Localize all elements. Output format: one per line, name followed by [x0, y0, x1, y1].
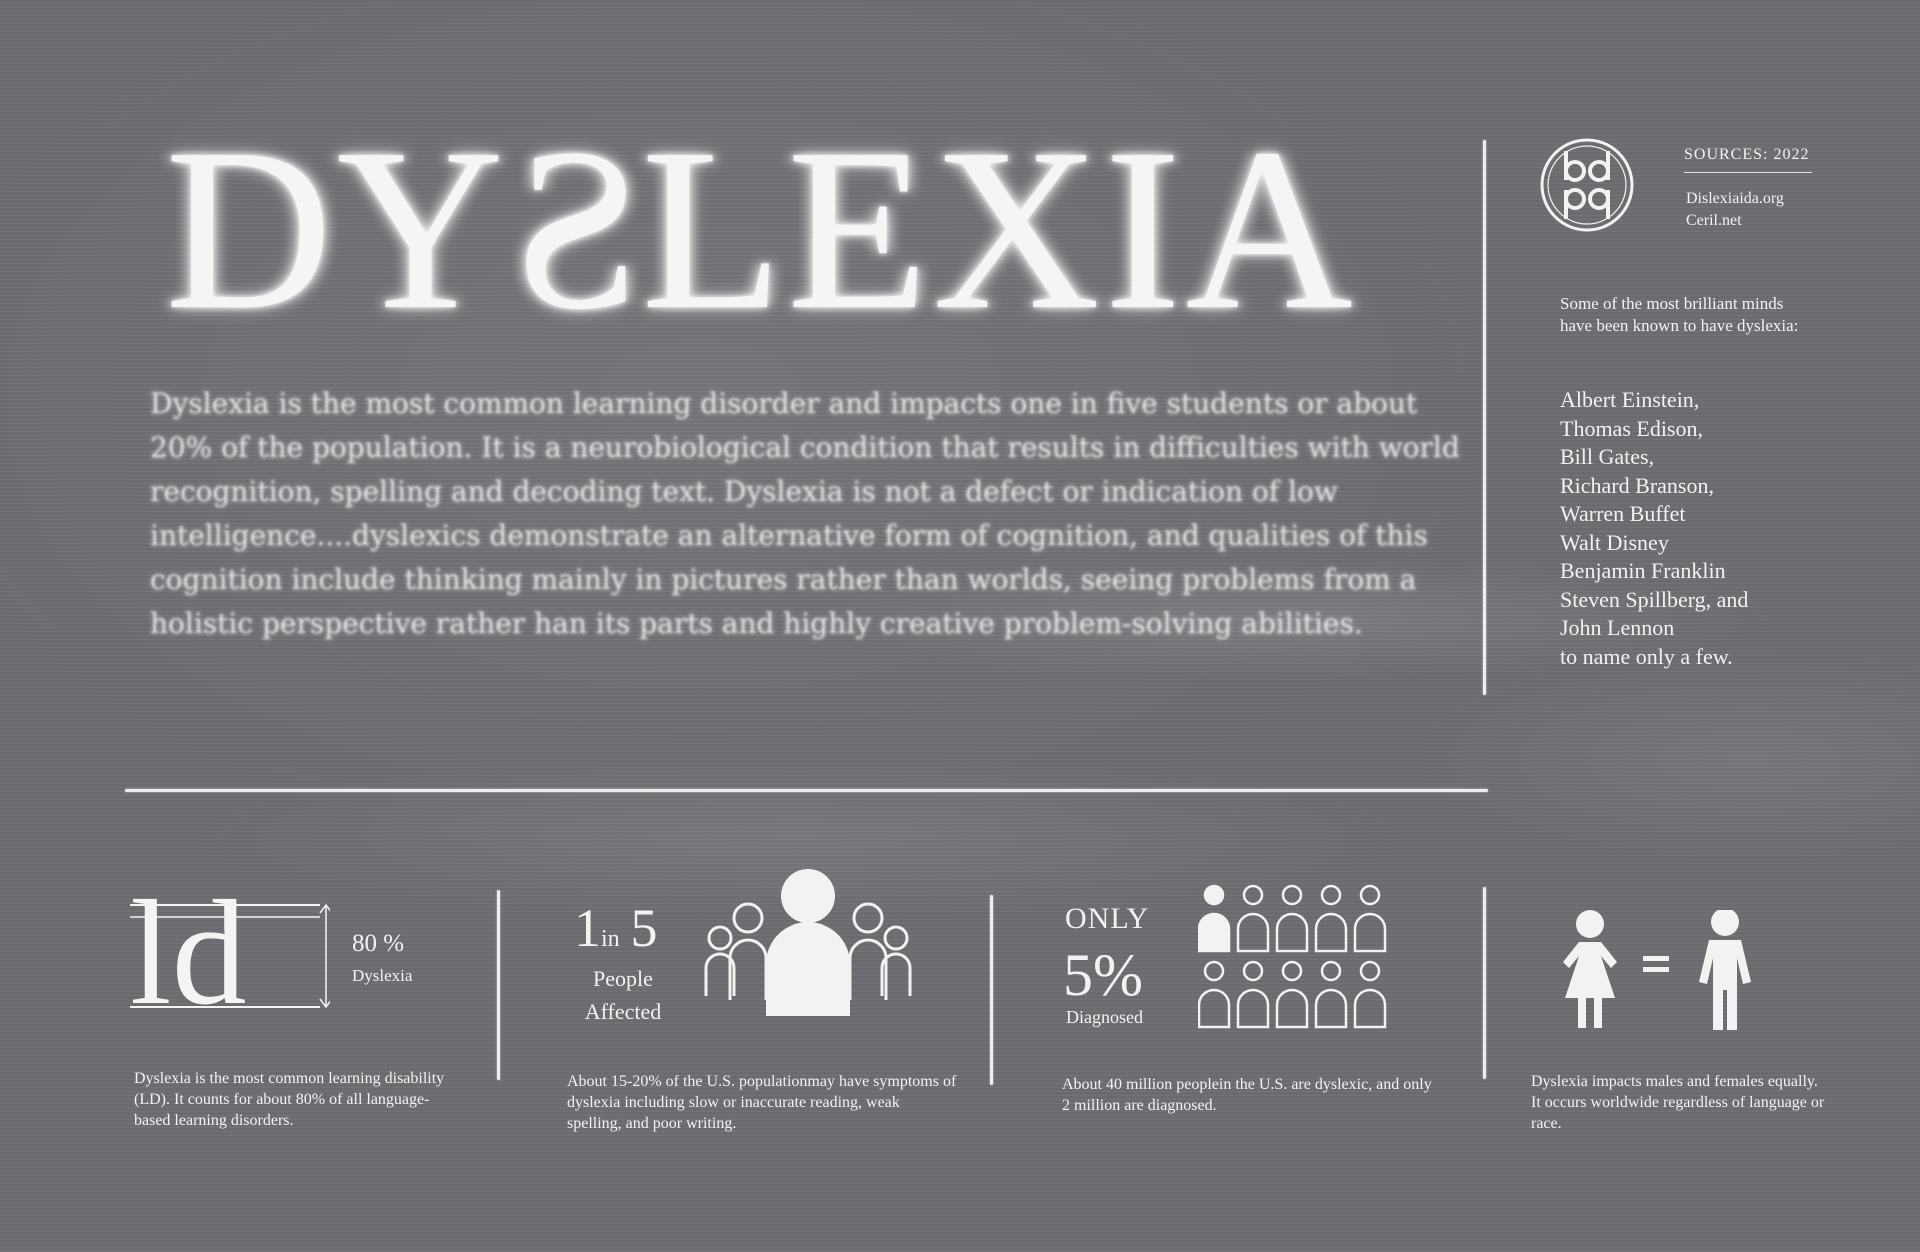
equals-symbol: =	[1656, 950, 1657, 951]
person-figure	[1355, 886, 1385, 951]
vertical-divider-right-column	[1483, 140, 1486, 695]
list-item: Benjamin Franklin	[1560, 558, 1726, 583]
list-item: Warren Buffet	[1560, 501, 1686, 526]
ratio-mid: in	[601, 926, 620, 952]
crowd-icon	[704, 868, 912, 1018]
source-link: Ceril.net	[1686, 212, 1742, 229]
sources-label: SOURCES: 2022	[1684, 146, 1810, 163]
person-grid-icon	[1198, 883, 1393, 1029]
ld-percent-value: 80 %	[352, 930, 405, 957]
person-figure	[1238, 962, 1268, 1027]
bdqp-logo-icon	[1539, 137, 1635, 233]
vertical-divider-3	[1483, 887, 1486, 1079]
diagnosis-description: About 40 million peoplein the U.S. are dyslexic, and only 2 million are diagnosed.	[1062, 1076, 1432, 1114]
diagnosed-label: Diagnosed	[1066, 1007, 1143, 1027]
famous-names-list	[1560, 386, 1840, 671]
person-figure-highlighted	[1199, 886, 1229, 951]
list-item: John Lennon	[1560, 615, 1675, 640]
ratio-b: 5	[630, 898, 658, 958]
title-part-2: LEXIA	[641, 101, 1357, 358]
list-item: Steven Spillberg, and	[1560, 586, 1749, 612]
ld-percent-label: Dyslexia	[352, 966, 413, 985]
people-affected-label	[570, 962, 676, 1028]
list-item: Walt Disney	[1560, 529, 1669, 555]
ratio-value	[574, 898, 657, 969]
page-title	[165, 101, 1395, 358]
female-equals-male-icon	[1555, 910, 1765, 1035]
ratio-a: 1	[574, 898, 601, 958]
list-item: to name only a few.	[1560, 643, 1733, 669]
person-figure	[1316, 886, 1346, 951]
person-figure	[1316, 962, 1346, 1027]
ld-glyph-text: ld	[130, 870, 247, 1015]
person-figure	[1277, 962, 1307, 1027]
diagnosed-percent: 5%	[1063, 942, 1143, 1008]
vertical-divider-2	[990, 895, 993, 1085]
list-item: Bill Gates,	[1560, 444, 1655, 469]
ld-description: Dyslexia is the most common learning disability (LD). It counts for about 80% of all language-based learning disorders.	[134, 1070, 445, 1129]
gender-description: Dyslexia impacts males and females equally. It occurs worldwide regardless of language or race.	[1531, 1073, 1825, 1132]
intro-paragraph: Dyslexia is the most common learning disorder and impacts one in five students or about 20% of the population. It is a neurobiological condition that results in difficulties with world recognition, spelling and decoding text. Dyslexia is not a defect or indication of low intelligence....dyslexics demonstrate an alternative form of cognition, and qualities of this cognition include thinking mainly in pictures rather than worlds, seeing problems from a holistic perspective rather han its parts and highly creative problem-solving abilities.	[150, 387, 1460, 640]
affected-label-line: Affected	[584, 999, 662, 1024]
person-figure	[1355, 962, 1385, 1027]
source-link: Dislexiaida.org	[1686, 190, 1784, 207]
list-item: Albert Einstein,	[1560, 387, 1700, 412]
brilliant-minds-intro: Some of the most brilliant minds have been known to have dyslexia:	[1560, 294, 1799, 335]
title-part-1: DY	[165, 101, 509, 358]
people-label-line: People	[593, 966, 653, 991]
only-label: ONLY	[1065, 902, 1150, 935]
list-item: Richard Branson,	[1560, 472, 1714, 498]
vertical-divider-1	[497, 890, 500, 1080]
sources-rule	[1684, 172, 1812, 173]
title-flipped-letter: S	[508, 101, 642, 358]
prevalence-description: About 15-20% of the U.S. populationmay have symptoms of dyslexia including slow or inaccurate reading, weak spelling, and poor writing.	[567, 1073, 957, 1132]
list-item: Thomas Edison,	[1560, 415, 1703, 441]
person-figure	[1199, 962, 1229, 1027]
ld-glyph-icon	[130, 845, 330, 1015]
person-figure	[1238, 886, 1268, 951]
person-figure	[1277, 886, 1307, 951]
horizontal-divider	[125, 789, 1488, 792]
